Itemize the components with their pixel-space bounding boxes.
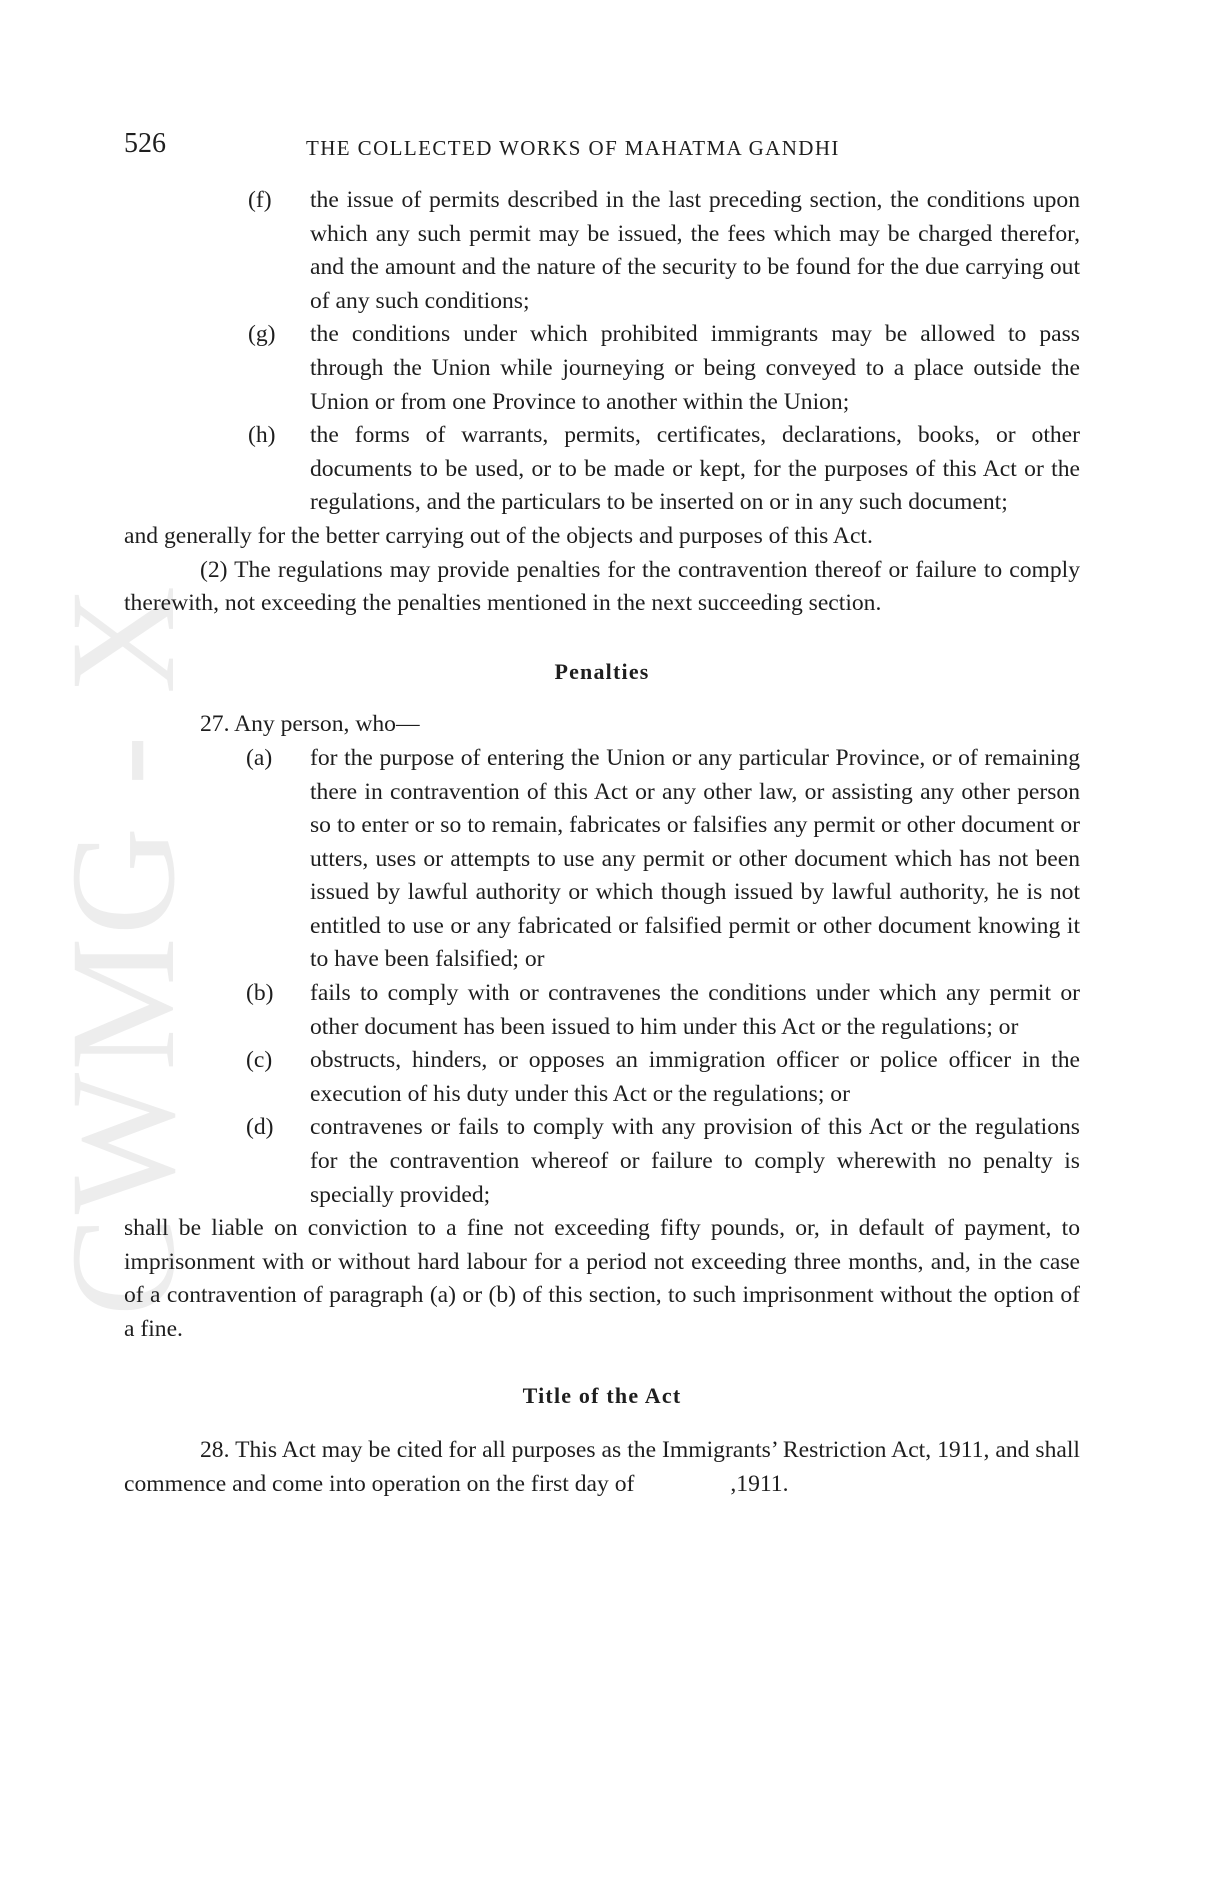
item-label: (d) [246, 1114, 274, 1141]
subsection-2: (2) The regulations may provide penalties for the contravention thereof or failure to comply therewith, not exceeding the penalties mentioned in the next succeeding section. [124, 556, 1080, 617]
list-item [124, 318, 1080, 419]
item-text: the issue of permits described in the last preceding section, the conditions upon which any such permit may be issued, the fees which may be charged therefor, and the amount and the nature of the security to be found for the due carrying out of any such conditions; [310, 187, 1080, 314]
item-text: obstructs, hinders, or opposes an immigration officer or police officer in the execution of his duty under this Act or the regulations; or [310, 1047, 1080, 1107]
list-item [124, 419, 1080, 520]
list-item [124, 1044, 1080, 1111]
item-label: (g) [248, 321, 276, 348]
section-27-items [124, 742, 1080, 1212]
item-text: contravenes or fails to comply with any provision of this Act or the regulations for the contravention whereof or failure to comply wherewith no penalty is specially provided; [310, 1114, 1080, 1208]
section-28-text: 28. This Act may be cited for all purposes as the Immigrants’ Restriction Act, 1911, and shall commence and come into operation on the first day of [124, 1437, 1080, 1497]
list-item [124, 977, 1080, 1044]
item-label: (c) [246, 1047, 273, 1074]
item-text: the conditions under which prohibited immigrants may be allowed to pass through the Union while journeying or being conveyed to a place outside the Union or from one Province to another within the Union; [310, 321, 1080, 415]
title-of-act-heading: Title of the Act [522, 1382, 682, 1408]
page-number: 526 [124, 128, 166, 159]
section-28-year: ,1911. [730, 1470, 789, 1497]
item-label: (f) [248, 187, 272, 213]
item-label: (a) [246, 744, 273, 771]
list-item [124, 184, 1080, 318]
page-body [124, 184, 1080, 1501]
item-text: the forms of warrants, permits, certificates, declarations, books, or other documents to be used, or to be made or kept, for the purposes of this Act or the regulations, and the particulars to be inserted on or in any such document; [310, 422, 1080, 516]
list-item [124, 1111, 1080, 1212]
penalties-heading: Penalties [554, 658, 650, 684]
item-text: for the purpose of entering the Union or any particular Province, or of remaining there in contravention of this Act or any other law, or assisting any other person so to enter or so to remain, fabricates or falsifies any permit or other document or utters, uses or attempts to use any permit or other document which has not been issued by lawful authority or which though issued by lawful authority, he is not entitled to use or any fabricated or falsified permit or other document knowing it to have been falsified; or [310, 744, 1080, 973]
running-head: THE COLLECTED WORKS OF MAHATMA GANDHI [306, 136, 840, 160]
item-label: (h) [248, 422, 276, 449]
section-27-closing: shall be liable on conviction to a fine not exceeding fifty pounds, or, in default of payment, to imprisonment with or without hard labour for a period not exceeding three months, and, in the case of a contravention of paragraph (a) or (b) of this section, to such imprisonment without the option of a fine. [124, 1215, 1080, 1342]
section-27-lead: 27. Any person, who— [200, 711, 420, 738]
section-26-closing: and generally for the better carrying out of the objects and purposes of this Act. [124, 522, 873, 549]
section-28 [124, 1434, 1080, 1501]
watermark-text: CWMG - X [40, 583, 206, 1317]
section-26-items [124, 184, 1080, 520]
list-item [124, 742, 1080, 977]
item-text: fails to comply with or contravenes the conditions under which any permit or other document has been issued to him under this Act or the regulations; or [310, 980, 1080, 1040]
item-label: (b) [246, 980, 274, 1007]
